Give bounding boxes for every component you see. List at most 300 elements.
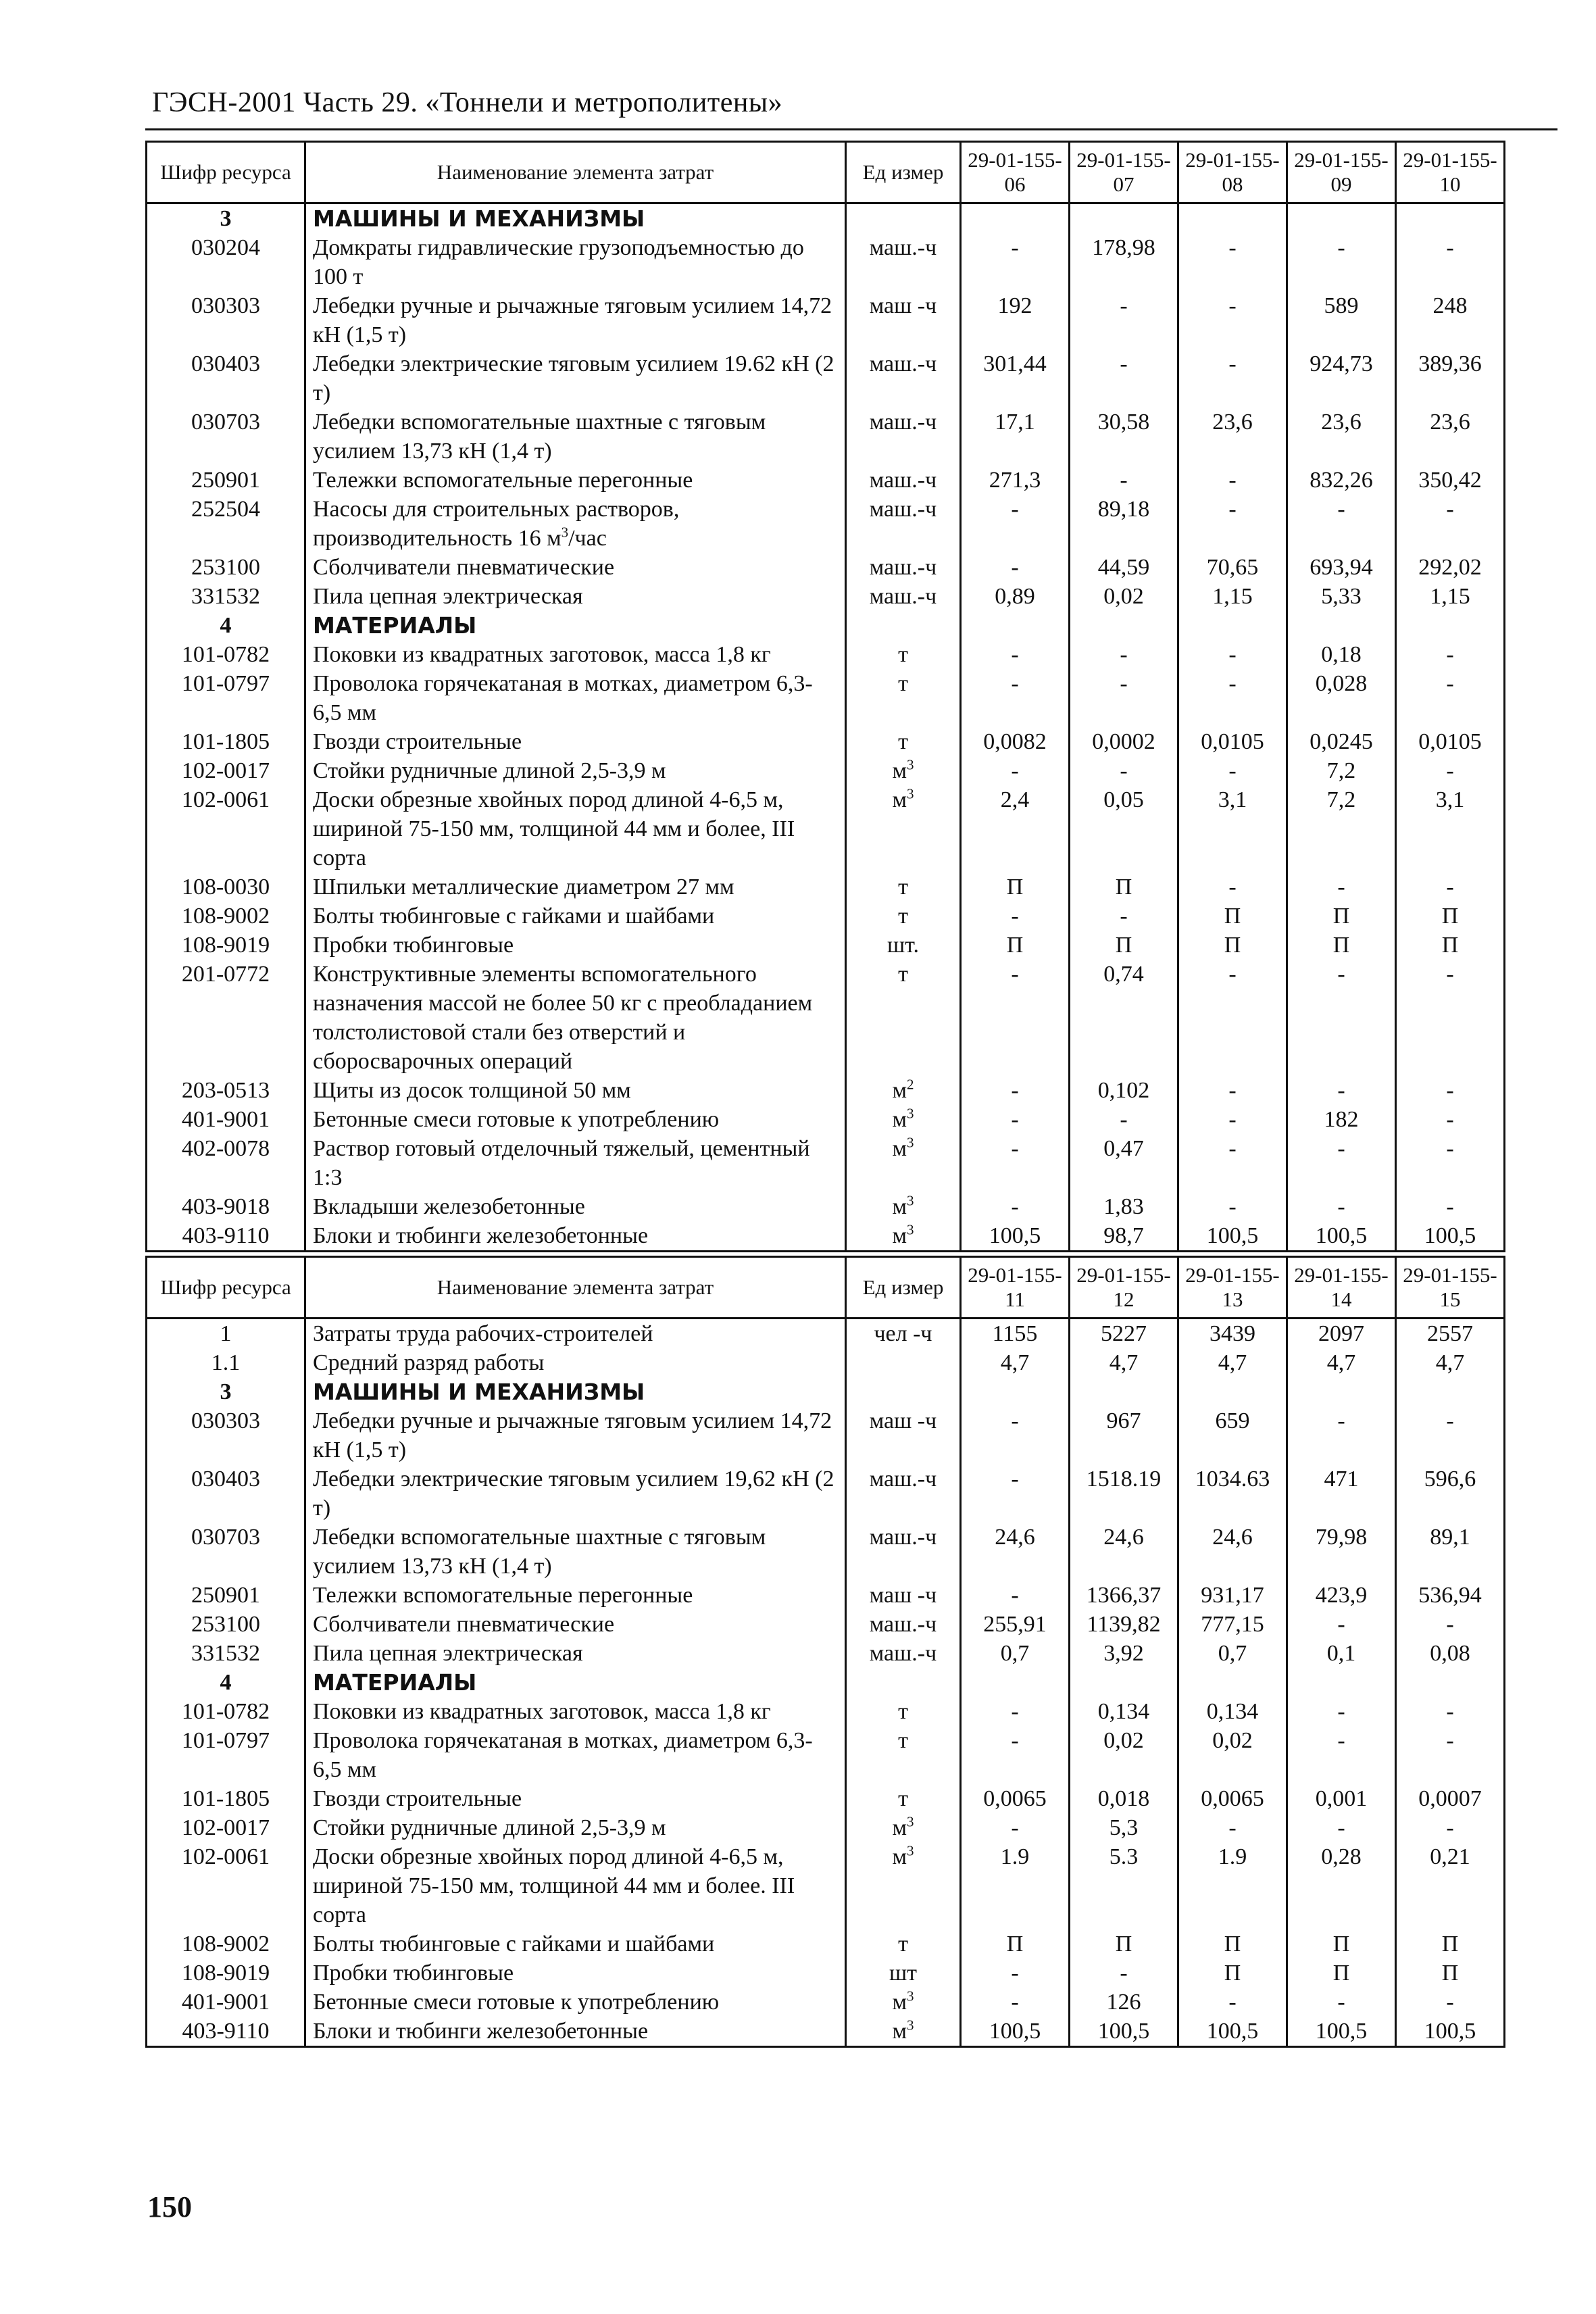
resource-code: 030703 (147, 408, 305, 466)
table-row (147, 669, 1505, 727)
norm-value: 5,33 (1287, 582, 1396, 611)
norm-value: 1155 (961, 1319, 1070, 1349)
col-header-name: Наименование элемента затрат (305, 142, 846, 203)
table-row (147, 1348, 1505, 1377)
resource-unit: маш.-ч (846, 582, 961, 611)
norm-value: П (1178, 1929, 1287, 1959)
resource-unit: $м^3$ (846, 1842, 961, 1929)
norm-value: 0,28 (1287, 1842, 1396, 1929)
table-row (147, 1929, 1505, 1959)
norm-value: - (1070, 669, 1178, 727)
norm-value: - (1070, 291, 1178, 349)
norm-value: 89,1 (1396, 1523, 1505, 1581)
section-row (147, 203, 1505, 234)
resource-name: МАШИНЫ И МЕХАНИЗМЫ (305, 1377, 846, 1406)
resource-name: Пила цепная электрическая (305, 1639, 846, 1668)
norm-value: 0,0007 (1396, 1784, 1505, 1813)
table-row (147, 1192, 1505, 1221)
norm-value: 1,15 (1396, 582, 1505, 611)
norm-value: 100,5 (961, 2017, 1070, 2047)
resource-unit: $м^3$ (846, 1192, 961, 1221)
norm-value: 70,65 (1178, 553, 1287, 582)
norm-value: - (961, 1726, 1070, 1784)
resource-name: МАТЕРИАЛЫ (305, 611, 846, 640)
norm-value: - (961, 1581, 1070, 1610)
norm-value: 24,6 (1070, 1523, 1178, 1581)
resource-code: 101-0782 (147, 640, 305, 669)
norm-value: - (1287, 960, 1396, 1076)
resource-unit: т (846, 669, 961, 727)
resource-unit: маш.-ч (846, 1523, 961, 1581)
resource-name: Блоки и тюбинги железобетонные (305, 1221, 846, 1252)
norm-value: 0,74 (1070, 960, 1178, 1076)
norm-value: 100,5 (1396, 1221, 1505, 1252)
header-divider (145, 128, 1557, 130)
norm-value: П (1287, 931, 1396, 960)
norm-value: - (961, 1105, 1070, 1134)
resource-name: Болты тюбинговые с гайками и шайбами (305, 1929, 846, 1959)
col-header-code: Шифр ресурса (147, 1257, 305, 1319)
norm-value (1396, 203, 1505, 234)
norm-value: 79,98 (1287, 1523, 1396, 1581)
norm-value: - (961, 1959, 1070, 1988)
resource-name: Лебедки ручные и рычажные тяговым усилием 14,72 кН (1,5 т) (305, 1406, 846, 1464)
resource-unit: маш.-ч (846, 1639, 961, 1668)
resource-code: 201-0772 (147, 960, 305, 1076)
norm-value: 659 (1178, 1406, 1287, 1464)
resource-code: 101-1805 (147, 727, 305, 756)
resource-unit (846, 203, 961, 234)
norm-value: 0,7 (961, 1639, 1070, 1668)
col-header-norm: 29-01-155-08 (1178, 142, 1287, 203)
col-header-code: Шифр ресурса (147, 142, 305, 203)
resource-name: Гвозди строительные (305, 727, 846, 756)
norm-value: - (961, 1076, 1070, 1105)
norm-value: - (961, 1813, 1070, 1842)
resource-unit: т (846, 1929, 961, 1959)
norm-value: 292,02 (1396, 553, 1505, 582)
norm-value: 24,6 (961, 1523, 1070, 1581)
table-row (147, 727, 1505, 756)
norm-value: 0,1 (1287, 1639, 1396, 1668)
norm-value: - (961, 1406, 1070, 1464)
norm-value: - (1178, 960, 1287, 1076)
col-header-name: Наименование элемента затрат (305, 1257, 846, 1319)
norm-value: 3,1 (1396, 785, 1505, 872)
norm-value: - (1178, 349, 1287, 408)
table-row (147, 1610, 1505, 1639)
norm-value: - (1396, 1406, 1505, 1464)
table-row (147, 1105, 1505, 1134)
norm-value (1287, 611, 1396, 640)
resource-code: 102-0017 (147, 1813, 305, 1842)
table-row (147, 872, 1505, 902)
section-row (147, 1668, 1505, 1697)
norm-value: 0,47 (1070, 1134, 1178, 1192)
table-row (147, 1813, 1505, 1842)
table-row (147, 1319, 1505, 1349)
norm-value: 0,134 (1178, 1697, 1287, 1726)
resource-code: 402-0078 (147, 1134, 305, 1192)
norm-value: - (1287, 1406, 1396, 1464)
norm-value: 0,0065 (1178, 1784, 1287, 1813)
norm-value: 693,94 (1287, 553, 1396, 582)
norm-value: 30,58 (1070, 408, 1178, 466)
norm-value: 4,7 (1287, 1348, 1396, 1377)
norm-value: П (1287, 1929, 1396, 1959)
resource-code: 030204 (147, 233, 305, 291)
table-row (147, 1784, 1505, 1813)
resource-code: 250901 (147, 1581, 305, 1610)
norm-value: - (1178, 756, 1287, 785)
norm-value: - (961, 1464, 1070, 1523)
norm-value: 7,2 (1287, 785, 1396, 872)
norm-value: - (1396, 669, 1505, 727)
resource-name: Тележки вспомогательные перегонные (305, 1581, 846, 1610)
table-row (147, 1988, 1505, 2017)
table-row (147, 233, 1505, 291)
resource-name: Доски обрезные хвойных пород длиной 4-6,5 м, шириной 75-150 мм, толщиной 44 мм и более. III сорта (305, 1842, 846, 1929)
norm-value: 2097 (1287, 1319, 1396, 1349)
norm-value: 2557 (1396, 1319, 1505, 1349)
norm-value: 1366,37 (1070, 1581, 1178, 1610)
norm-value: - (961, 1988, 1070, 2017)
resource-code: 203-0513 (147, 1076, 305, 1105)
norm-value: 89,18 (1070, 495, 1178, 553)
resource-code: 030403 (147, 1464, 305, 1523)
col-header-norm: 29-01-155-09 (1287, 142, 1396, 203)
norm-value: 0,001 (1287, 1784, 1396, 1813)
norm-value: 0,102 (1070, 1076, 1178, 1105)
norm-value: 471 (1287, 1464, 1396, 1523)
resource-name: Пробки тюбинговые (305, 1959, 846, 1988)
norm-value: 0,18 (1287, 640, 1396, 669)
norm-value: 924,73 (1287, 349, 1396, 408)
resource-code: 253100 (147, 1610, 305, 1639)
table-row (147, 960, 1505, 1076)
resource-unit: маш.-ч (846, 1610, 961, 1639)
resource-name: МАТЕРИАЛЫ (305, 1668, 846, 1697)
norm-value: 100,5 (1070, 2017, 1178, 2047)
norm-value: - (961, 902, 1070, 931)
norm-value: - (961, 1697, 1070, 1726)
norm-value: - (1396, 756, 1505, 785)
resource-code: 401-9001 (147, 1988, 305, 2017)
resource-code: 4 (147, 1668, 305, 1697)
norm-value: - (961, 756, 1070, 785)
table-row (147, 640, 1505, 669)
norm-value: 0,7 (1178, 1639, 1287, 1668)
col-header-unit: Ед измер (846, 1257, 961, 1319)
norm-value: 0,028 (1287, 669, 1396, 727)
norm-value (961, 1668, 1070, 1697)
resource-code: 1 (147, 1319, 305, 1349)
resource-name: Блоки и тюбинги железобетонные (305, 2017, 846, 2047)
resource-name: Конструктивные элементы вспомогательного назначения массой не более 50 кг с преобладанием толстолистовой стали без отверстий и сборосварочных операций (305, 960, 846, 1076)
norm-value: 832,26 (1287, 466, 1396, 495)
resource-code: 030703 (147, 1523, 305, 1581)
norm-value: 5,3 (1070, 1813, 1178, 1842)
table-header-row (147, 142, 1505, 203)
resource-name: Проволока горячекатаная в мотках, диаметром 6,3-6,5 мм (305, 669, 846, 727)
norm-value: - (961, 960, 1070, 1076)
table-row (147, 1406, 1505, 1464)
norm-value: - (1070, 902, 1178, 931)
resource-unit: т (846, 872, 961, 902)
table-row (147, 902, 1505, 931)
norm-value: 423,9 (1287, 1581, 1396, 1610)
resource-unit (846, 1377, 961, 1406)
norm-value: 23,6 (1287, 408, 1396, 466)
col-header-norm: 29-01-155-07 (1070, 142, 1178, 203)
norm-value: - (961, 1192, 1070, 1221)
norm-value: 389,36 (1396, 349, 1505, 408)
resource-name: Лебедки электрические тяговым усилием 19.62 кН (2 т) (305, 349, 846, 408)
col-header-norm: 29-01-155-14 (1287, 1257, 1396, 1319)
col-header-norm: 29-01-155-15 (1396, 1257, 1505, 1319)
norm-value: - (961, 1134, 1070, 1192)
norm-value: П (1070, 931, 1178, 960)
resource-code: 401-9001 (147, 1105, 305, 1134)
norm-value: - (1287, 1134, 1396, 1192)
norm-value: - (961, 669, 1070, 727)
norm-value: 1.9 (1178, 1842, 1287, 1929)
norm-value: 1034.63 (1178, 1464, 1287, 1523)
norm-value: - (1178, 291, 1287, 349)
norm-value: - (961, 495, 1070, 553)
norm-value: - (1396, 1726, 1505, 1784)
norm-value: П (1396, 902, 1505, 931)
table-row (147, 291, 1505, 349)
table-row (147, 466, 1505, 495)
resource-name: Сболчиватели пневматические (305, 1610, 846, 1639)
resource-code: 250901 (147, 466, 305, 495)
norm-value: 4,7 (1396, 1348, 1505, 1377)
resource-name: Лебедки электрические тяговым усилием 19,62 кН (2 т) (305, 1464, 846, 1523)
norm-value: 126 (1070, 1988, 1178, 2017)
norm-value: - (961, 640, 1070, 669)
resource-unit: т (846, 1784, 961, 1813)
table-row (147, 1726, 1505, 1784)
norm-value: - (1070, 640, 1178, 669)
resource-code: 101-0797 (147, 669, 305, 727)
norm-value (1396, 1377, 1505, 1406)
col-header-norm: 29-01-155-11 (961, 1257, 1070, 1319)
resource-code: 3 (147, 203, 305, 234)
col-header-norm: 29-01-155-10 (1396, 142, 1505, 203)
resource-name: Болты тюбинговые с гайками и шайбами (305, 902, 846, 931)
resource-unit: т (846, 1697, 961, 1726)
norm-value: 1,15 (1178, 582, 1287, 611)
resource-name: Бетонные смеси готовые к употреблению (305, 1105, 846, 1134)
resource-unit: $м^3$ (846, 1988, 961, 2017)
resource-unit: чел -ч (846, 1319, 961, 1349)
resource-code: 331532 (147, 582, 305, 611)
norm-value: 2,4 (961, 785, 1070, 872)
table-row (147, 1464, 1505, 1523)
page-header: ГЭСН-2001 Часть 29. «Тоннели и метрополитены» (152, 87, 783, 118)
resource-code: 101-0797 (147, 1726, 305, 1784)
norm-value: - (1178, 1813, 1287, 1842)
norm-value: - (1178, 1192, 1287, 1221)
norm-value: - (1178, 640, 1287, 669)
norm-value: П (1070, 1929, 1178, 1959)
norm-value: 350,42 (1396, 466, 1505, 495)
resource-unit: шт (846, 1959, 961, 1988)
norm-value: П (1287, 902, 1396, 931)
resource-unit: $м^3$ (846, 1134, 961, 1192)
norm-value: - (1396, 495, 1505, 553)
table-row (147, 1697, 1505, 1726)
norm-value: - (1396, 872, 1505, 902)
norm-value: 7,2 (1287, 756, 1396, 785)
resource-unit: шт. (846, 931, 961, 960)
norm-value: - (1070, 349, 1178, 408)
resource-unit: $м^3$ (846, 1105, 961, 1134)
resource-code: 102-0017 (147, 756, 305, 785)
resource-unit: маш.-ч (846, 553, 961, 582)
resource-unit: маш -ч (846, 1406, 961, 1464)
resource-name: Пила цепная электрическая (305, 582, 846, 611)
norm-value: 100,5 (1287, 1221, 1396, 1252)
resource-name: Поковки из квадратных заготовок, масса 1,8 кг (305, 640, 846, 669)
norm-value: 0,0082 (961, 727, 1070, 756)
norm-value: - (1396, 1610, 1505, 1639)
norm-value: 0,0065 (961, 1784, 1070, 1813)
norm-value: - (1287, 1813, 1396, 1842)
norm-value: 0,89 (961, 582, 1070, 611)
resource-name: Лебедки вспомогательные шахтные с тяговым усилием 13,73 кН (1,4 т) (305, 408, 846, 466)
norm-value: - (1178, 233, 1287, 291)
norm-value (961, 203, 1070, 234)
col-header-unit: Ед измер (846, 142, 961, 203)
norm-value: 3439 (1178, 1319, 1287, 1349)
norm-value: - (1178, 495, 1287, 553)
norm-value: - (1396, 1192, 1505, 1221)
norm-value: 301,44 (961, 349, 1070, 408)
col-header-norm: 29-01-155-12 (1070, 1257, 1178, 1319)
norm-value: 3,1 (1178, 785, 1287, 872)
norm-value: - (1178, 1988, 1287, 2017)
norm-value: П (1287, 1959, 1396, 1988)
resource-code: 4 (147, 611, 305, 640)
norm-value: 23,6 (1396, 408, 1505, 466)
norm-value: 100,5 (1396, 2017, 1505, 2047)
resource-table-1 (145, 141, 1505, 1252)
resource-unit: маш.-ч (846, 408, 961, 466)
resource-unit: $м^2$ (846, 1076, 961, 1105)
norm-value: - (1396, 640, 1505, 669)
norm-value (1070, 1668, 1178, 1697)
norm-value: - (1287, 1726, 1396, 1784)
resource-name: Шпильки металлические диаметром 27 мм (305, 872, 846, 902)
norm-value: - (1396, 1813, 1505, 1842)
resource-name: Раствор готовый отделочный тяжелый, цементный 1:3 (305, 1134, 846, 1192)
resource-code: 108-9019 (147, 1959, 305, 1988)
resource-name: Бетонные смеси готовые к употреблению (305, 1988, 846, 2017)
norm-value: 0,134 (1070, 1697, 1178, 1726)
table-row (147, 785, 1505, 872)
norm-value: - (1396, 233, 1505, 291)
norm-value: - (1178, 872, 1287, 902)
norm-value (1287, 203, 1396, 234)
norm-value (1287, 1377, 1396, 1406)
resource-code: 101-1805 (147, 1784, 305, 1813)
norm-value: 100,5 (1178, 2017, 1287, 2047)
table-row (147, 1842, 1505, 1929)
norm-value: П (1178, 931, 1287, 960)
norm-value: 100,5 (1287, 2017, 1396, 2047)
resource-name: Тележки вспомогательные перегонные (305, 466, 846, 495)
norm-value (1178, 611, 1287, 640)
page-number: 150 (147, 2190, 192, 2223)
table-row (147, 349, 1505, 408)
norm-value: - (1396, 960, 1505, 1076)
norm-value: П (1396, 1959, 1505, 1988)
resource-name: Гвозди строительные (305, 1784, 846, 1813)
norm-value: - (1287, 1076, 1396, 1105)
table-row (147, 495, 1505, 553)
resource-name: МАШИНЫ И МЕХАНИЗМЫ (305, 203, 846, 234)
resource-name: Проволока горячекатаная в мотках, диаметром 6,3-6,5 мм (305, 1726, 846, 1784)
norm-value (1396, 1668, 1505, 1697)
resource-code: 1.1 (147, 1348, 305, 1377)
resource-code: 403-9018 (147, 1192, 305, 1221)
resource-unit: $м^3$ (846, 785, 961, 872)
norm-value: 536,94 (1396, 1581, 1505, 1610)
resource-code: 030303 (147, 1406, 305, 1464)
norm-value: - (1396, 1134, 1505, 1192)
norm-value: 24,6 (1178, 1523, 1287, 1581)
norm-value: - (1287, 1610, 1396, 1639)
resource-name: Щиты из досок толщиной 50 мм (305, 1076, 846, 1105)
table-row (147, 1639, 1505, 1668)
norm-value: 0,02 (1070, 582, 1178, 611)
norm-value: - (1396, 1988, 1505, 2017)
resource-code: 3 (147, 1377, 305, 1406)
resource-name: Лебедки вспомогательные шахтные с тяговым усилием 13,73 кН (1,4 т) (305, 1523, 846, 1581)
col-header-norm: 29-01-155-06 (961, 142, 1070, 203)
norm-value: - (1396, 1076, 1505, 1105)
resource-name: Затраты труда рабочих-строителей (305, 1319, 846, 1349)
table-row (147, 1076, 1505, 1105)
norm-value (961, 1377, 1070, 1406)
section-row (147, 611, 1505, 640)
resource-name: Стойки рудничные длиной 2,5-3,9 м (305, 1813, 846, 1842)
norm-value: 23,6 (1178, 408, 1287, 466)
norm-value: 0,08 (1396, 1639, 1505, 1668)
resource-unit (846, 611, 961, 640)
resource-unit: $м^3$ (846, 1221, 961, 1252)
resource-code: 108-0030 (147, 872, 305, 902)
resource-code: 102-0061 (147, 1842, 305, 1929)
norm-value: 0,0245 (1287, 727, 1396, 756)
norm-value: - (1287, 233, 1396, 291)
resource-code: 403-9110 (147, 1221, 305, 1252)
resource-name: Насосы для строительных растворов, производительность 16 $м^3$/час (305, 495, 846, 553)
resource-unit: маш.-ч (846, 233, 961, 291)
norm-value: - (1178, 1134, 1287, 1192)
table-row (147, 756, 1505, 785)
norm-value: П (961, 1929, 1070, 1959)
resource-code: 108-9019 (147, 931, 305, 960)
table-row (147, 553, 1505, 582)
resource-name: Поковки из квадратных заготовок, масса 1,8 кг (305, 1697, 846, 1726)
norm-value: 0,0002 (1070, 727, 1178, 756)
norm-value: 0,0105 (1396, 727, 1505, 756)
norm-value: - (1396, 1697, 1505, 1726)
norm-value: 255,91 (961, 1610, 1070, 1639)
